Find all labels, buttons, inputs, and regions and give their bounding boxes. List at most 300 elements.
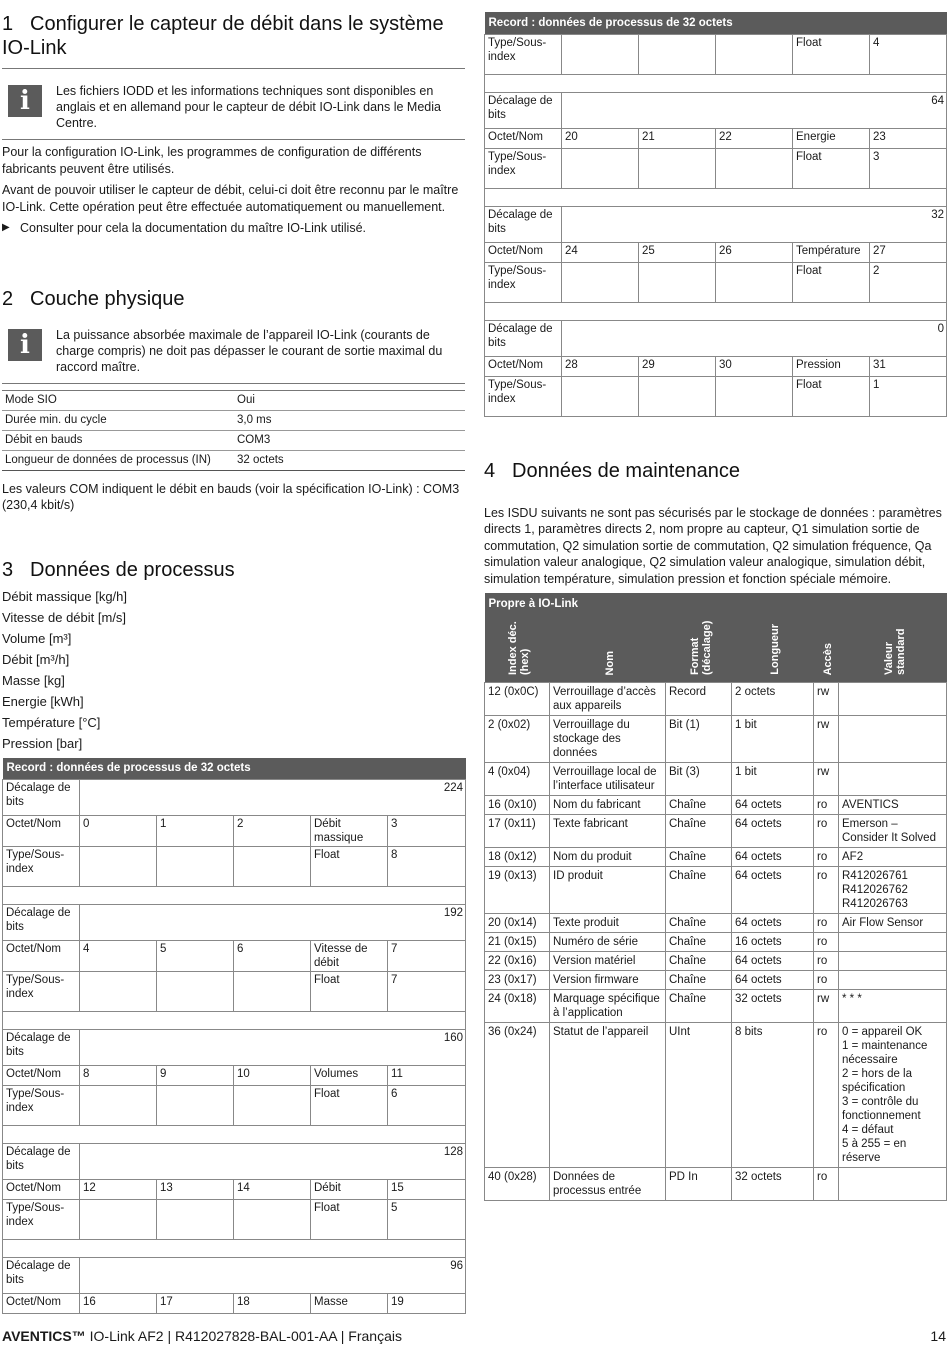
bit-offset: 0 xyxy=(562,320,947,356)
right-column xyxy=(484,12,946,1201)
spacer-cell xyxy=(3,1240,466,1258)
paragraph: Les ISDU suivants ne sont pas sécurisés par le stockage de données : paramètres directs 1, paramètres directs 2, nom propre au capteur, Q1 simulation sortie de commutation, Q2 simulation sortie de commutation, Q2 simulation fréquence, Qa simulation valeur analogique, Q2 simulation valeur analogique, simulation débit, simulation température, simulation pression et fonction spéciale mémoire. xyxy=(484,505,942,586)
sub-index: 3 xyxy=(870,148,947,188)
name-cell: Version firmware xyxy=(550,971,666,990)
spacer-cell xyxy=(485,188,947,206)
empty-cell xyxy=(157,1200,234,1240)
default-value-cell xyxy=(839,683,947,716)
access-cell: ro xyxy=(814,796,839,815)
length-cell: 64 octets xyxy=(732,848,814,867)
table-caption: Record : données de processus de 32 octets xyxy=(485,12,947,34)
table-row xyxy=(485,1023,947,1168)
bit-offset: 64 xyxy=(562,92,947,128)
spacer-cell xyxy=(3,1012,466,1030)
empty-cell xyxy=(716,148,793,188)
bit-offset: 224 xyxy=(80,780,466,816)
row-label: Décalage de bits xyxy=(3,1144,80,1180)
paragraph: Les valeurs COM indiquent le débit en bauds (voir la spécification IO-Link) : COM3 (230,4 kbit/s) xyxy=(2,481,460,512)
index-cell: 17 (0x11) xyxy=(485,815,550,848)
process-record-table xyxy=(2,758,466,1315)
octet: 0 xyxy=(80,816,157,847)
spacer-row xyxy=(3,887,466,905)
format-cell: UInt xyxy=(666,1023,732,1168)
list-item: Vitesse de débit [m/s] xyxy=(2,609,127,625)
brand-name: AVENTICS™ xyxy=(2,1328,86,1344)
table-row xyxy=(485,683,947,716)
empty-cell xyxy=(562,376,639,416)
row-label: Octet/Nom xyxy=(3,941,80,972)
row-label: Octet/Nom xyxy=(3,1066,80,1086)
table-row xyxy=(485,763,947,796)
row-label: Décalage de bits xyxy=(485,206,562,242)
section-2-heading xyxy=(2,287,465,311)
table-row xyxy=(485,990,947,1023)
row-value: 3,0 ms xyxy=(234,410,465,430)
row-label: Décalage de bits xyxy=(3,1030,80,1066)
row-label: Décalage de bits xyxy=(485,320,562,356)
access-cell: rw xyxy=(814,683,839,716)
left-column xyxy=(2,12,465,1314)
row-label: Décalage de bits xyxy=(3,1258,80,1294)
section-title: Configurer le capteur de débit dans le système IO-Link xyxy=(2,13,444,59)
index-cell: 22 (0x16) xyxy=(485,952,550,971)
octet: 16 xyxy=(80,1294,157,1314)
empty-cell xyxy=(562,34,639,74)
info-text: La puissance absorbée maximale de l’appareil IO-Link (courants de charge compris) ne doit pas dépasser le courant de sortie maximal du raccord maître. xyxy=(56,327,443,374)
octet: 17 xyxy=(157,1294,234,1314)
format-cell: Bit (1) xyxy=(666,716,732,763)
length-cell: 64 octets xyxy=(732,867,814,914)
sub-index: 7 xyxy=(388,972,466,1012)
section-title: Couche physique xyxy=(30,287,185,310)
spacer-row xyxy=(3,1126,466,1144)
access-cell: rw xyxy=(814,763,839,796)
info-icon: i xyxy=(8,85,42,117)
length-cell: 64 octets xyxy=(732,914,814,933)
info-box xyxy=(2,319,465,384)
value-name: Masse xyxy=(311,1294,388,1314)
octet: 15 xyxy=(388,1180,466,1200)
row-label: Octet/Nom xyxy=(485,242,562,262)
octet: 3 xyxy=(388,816,466,847)
column-header-label: Nom xyxy=(603,650,616,675)
row-label: Décalage de bits xyxy=(3,780,80,816)
empty-cell xyxy=(157,847,234,887)
table-row xyxy=(2,410,465,430)
row-label: Longueur de données de processus (IN) xyxy=(2,450,234,470)
info-box xyxy=(2,75,465,140)
format-cell: Chaîne xyxy=(666,933,732,952)
octet: 13 xyxy=(157,1180,234,1200)
type-row xyxy=(3,1086,466,1126)
row-label: Type/Sous-index xyxy=(485,262,562,302)
section-1-heading xyxy=(2,12,465,69)
column-header-label: Accès xyxy=(822,642,834,675)
name-cell: Nom du produit xyxy=(550,848,666,867)
name-cell: Numéro de série xyxy=(550,933,666,952)
bit-offset: 128 xyxy=(80,1144,466,1180)
bit-offset: 96 xyxy=(80,1258,466,1294)
table-row xyxy=(2,450,465,470)
index-cell: 12 (0x0C) xyxy=(485,683,550,716)
default-value-cell xyxy=(839,933,947,952)
column-header xyxy=(550,615,666,683)
section-title: Données de maintenance xyxy=(512,459,740,482)
table-row xyxy=(485,952,947,971)
table-row xyxy=(2,390,465,410)
length-cell: 2 octets xyxy=(732,683,814,716)
format-cell: Chaîne xyxy=(666,796,732,815)
column-header-label: Longueur xyxy=(768,624,781,675)
empty-cell xyxy=(157,1086,234,1126)
triangle-bullet-icon: ▶ xyxy=(2,222,10,233)
default-value-cell xyxy=(839,763,947,796)
row-label: Type/Sous-index xyxy=(485,376,562,416)
empty-cell xyxy=(80,972,157,1012)
octet: 18 xyxy=(234,1294,311,1314)
column-header xyxy=(839,615,947,683)
empty-cell xyxy=(562,262,639,302)
octet: 2 xyxy=(234,816,311,847)
table-row xyxy=(485,971,947,990)
type-row xyxy=(3,1200,466,1240)
spacer-cell xyxy=(3,1126,466,1144)
format-cell: Chaîne xyxy=(666,867,732,914)
column-header-label: Format (décalage) xyxy=(688,620,713,675)
bit-offset-row xyxy=(3,1030,466,1066)
empty-cell xyxy=(234,1200,311,1240)
octet: 9 xyxy=(157,1066,234,1086)
section-title: Données de processus xyxy=(30,558,235,581)
section-number: 4 xyxy=(484,459,496,482)
name-cell: Texte fabricant xyxy=(550,815,666,848)
octet: 21 xyxy=(639,128,716,148)
index-cell: 19 (0x13) xyxy=(485,867,550,914)
default-value-cell xyxy=(839,1168,947,1201)
paragraph: Pour la configuration IO-Link, les programmes de configuration de différents fabricants peuvent être utilisés. xyxy=(2,145,422,176)
type-row xyxy=(485,376,947,416)
octet: 22 xyxy=(716,128,793,148)
empty-cell xyxy=(639,34,716,74)
spacer-cell xyxy=(485,74,947,92)
section-number: 1 xyxy=(2,13,14,35)
table-row xyxy=(485,815,947,848)
length-cell: 64 octets xyxy=(732,815,814,848)
document-reference: IO-Link AF2 | R412027828-BAL-001-AA | Français xyxy=(85,1328,402,1344)
empty-cell xyxy=(80,1086,157,1126)
table-row xyxy=(485,933,947,952)
data-type: Float xyxy=(793,148,870,188)
octet: 4 xyxy=(80,941,157,972)
length-cell: 8 bits xyxy=(732,1023,814,1168)
info-icon: i xyxy=(8,329,42,361)
instruction-text: Consulter pour cela la documentation du maître IO-Link utilisé. xyxy=(20,221,367,235)
bit-offset-row xyxy=(485,320,947,356)
octet: 30 xyxy=(716,356,793,376)
sub-index: 6 xyxy=(388,1086,466,1126)
table-row xyxy=(485,867,947,914)
sub-index: 2 xyxy=(870,262,947,302)
section-number: 2 xyxy=(2,287,14,310)
value-name: Vitesse de débit xyxy=(311,941,388,972)
info-text: Les fichiers IODD et les informations techniques sont disponibles en anglais et en allemand pour le capteur de débit IO-Link dans le Media Centre. xyxy=(56,84,441,130)
type-row xyxy=(3,847,466,887)
value-name: Volumes xyxy=(311,1066,388,1086)
default-value-cell: Emerson – Consider It Solved xyxy=(839,815,947,848)
row-value: COM3 xyxy=(234,430,465,450)
length-cell: 64 octets xyxy=(732,971,814,990)
sub-index: 5 xyxy=(388,1200,466,1240)
data-type: Float xyxy=(793,34,870,74)
data-type: Float xyxy=(311,847,388,887)
empty-cell xyxy=(234,1086,311,1126)
length-cell: 32 octets xyxy=(732,990,814,1023)
list-item: Masse [kg] xyxy=(2,672,65,688)
access-cell: ro xyxy=(814,867,839,914)
default-value-cell xyxy=(839,952,947,971)
list-item: Pression [bar] xyxy=(2,735,83,751)
table-row xyxy=(485,796,947,815)
maintenance-data-table xyxy=(484,593,947,1201)
value-name: Pression xyxy=(793,356,870,376)
column-header xyxy=(814,615,839,683)
access-cell: ro xyxy=(814,815,839,848)
spacer-row xyxy=(485,74,947,92)
format-cell: Chaîne xyxy=(666,971,732,990)
default-value-cell: AVENTICS xyxy=(839,796,947,815)
row-value: Oui xyxy=(234,390,465,410)
column-header xyxy=(732,615,814,683)
octet: 8 xyxy=(80,1066,157,1086)
column-header-label: Valeur standard xyxy=(882,628,907,675)
type-row xyxy=(485,148,947,188)
access-cell: rw xyxy=(814,716,839,763)
length-cell: 1 bit xyxy=(732,763,814,796)
octet: 1 xyxy=(157,816,234,847)
data-type: Float xyxy=(793,262,870,302)
value-name: Débit xyxy=(311,1180,388,1200)
octet: 25 xyxy=(639,242,716,262)
name-cell: Version matériel xyxy=(550,952,666,971)
instruction-item xyxy=(2,220,465,237)
paragraph: Avant de pouvoir utiliser le capteur de débit, celui-ci doit être reconnu par le maître IO-Link. Cette opération peut être effectuée automatiquement ou manuellement. xyxy=(2,183,459,214)
bit-offset-row xyxy=(485,206,947,242)
process-record-table-continued xyxy=(484,12,947,417)
empty-cell xyxy=(716,34,793,74)
access-cell: ro xyxy=(814,952,839,971)
octet: 23 xyxy=(870,128,947,148)
default-value-cell: R412026761 R412026762 R412026763 xyxy=(839,867,947,914)
default-value-cell: Air Flow Sensor xyxy=(839,914,947,933)
octet: 11 xyxy=(388,1066,466,1086)
index-cell: 20 (0x14) xyxy=(485,914,550,933)
empty-cell xyxy=(716,262,793,302)
table-caption: Record : données de processus de 32 octets xyxy=(3,758,466,780)
access-cell: ro xyxy=(814,914,839,933)
empty-cell xyxy=(234,972,311,1012)
table-row xyxy=(2,430,465,450)
name-cell: Verrouillage local de l’interface utilisateur xyxy=(550,763,666,796)
format-cell: PD In xyxy=(666,1168,732,1201)
table-row xyxy=(485,716,947,763)
octet-row xyxy=(3,1180,466,1200)
list-item: Débit [m³/h] xyxy=(2,651,70,667)
empty-cell xyxy=(80,1200,157,1240)
octet: 5 xyxy=(157,941,234,972)
row-label: Type/Sous-index xyxy=(485,34,562,74)
bit-offset: 32 xyxy=(562,206,947,242)
bit-offset-row xyxy=(3,780,466,816)
spacer-row xyxy=(485,188,947,206)
spacer-cell xyxy=(3,887,466,905)
access-cell: ro xyxy=(814,1168,839,1201)
table-row xyxy=(485,1168,947,1201)
row-label: Octet/Nom xyxy=(3,1180,80,1200)
bit-offset-row xyxy=(485,92,947,128)
list-item: Débit massique [kg/h] xyxy=(2,588,128,604)
index-cell: 4 (0x04) xyxy=(485,763,550,796)
section-4-heading xyxy=(484,459,946,483)
data-type: Float xyxy=(311,1200,388,1240)
sub-index: 1 xyxy=(870,376,947,416)
list-item: Volume [m³] xyxy=(2,630,72,646)
octet: 20 xyxy=(562,128,639,148)
access-cell: ro xyxy=(814,848,839,867)
length-cell: 16 octets xyxy=(732,933,814,952)
octet: 10 xyxy=(234,1066,311,1086)
spacer-cell xyxy=(485,302,947,320)
octet-row xyxy=(3,941,466,972)
index-cell: 16 (0x10) xyxy=(485,796,550,815)
octet: 31 xyxy=(870,356,947,376)
row-label: Type/Sous-index xyxy=(3,1200,80,1240)
access-cell: rw xyxy=(814,990,839,1023)
access-cell: ro xyxy=(814,1023,839,1168)
sub-index: 4 xyxy=(870,34,947,74)
octet-row xyxy=(485,128,947,148)
section-number: 3 xyxy=(2,558,14,581)
default-value-cell xyxy=(839,971,947,990)
row-label: Décalage de bits xyxy=(3,905,80,941)
empty-cell xyxy=(716,376,793,416)
index-cell: 36 (0x24) xyxy=(485,1023,550,1168)
octet: 19 xyxy=(388,1294,466,1314)
index-cell: 18 (0x12) xyxy=(485,848,550,867)
format-cell: Chaîne xyxy=(666,848,732,867)
row-label: Débit en bauds xyxy=(2,430,234,450)
spacer-row xyxy=(485,302,947,320)
default-value-cell: AF2 xyxy=(839,848,947,867)
name-cell: Marquage spécifique à l’application xyxy=(550,990,666,1023)
empty-cell xyxy=(562,148,639,188)
name-cell: Verrouillage d’accès aux appareils xyxy=(550,683,666,716)
type-row xyxy=(3,972,466,1012)
format-cell: Chaîne xyxy=(666,914,732,933)
bit-offset-row xyxy=(3,905,466,941)
format-cell: Chaîne xyxy=(666,815,732,848)
length-cell: 64 octets xyxy=(732,952,814,971)
index-cell: 40 (0x28) xyxy=(485,1168,550,1201)
octet: 6 xyxy=(234,941,311,972)
format-cell: Record xyxy=(666,683,732,716)
format-cell: Chaîne xyxy=(666,990,732,1023)
bit-offset: 192 xyxy=(80,905,466,941)
octet: 28 xyxy=(562,356,639,376)
octet-row xyxy=(3,1294,466,1314)
default-value-cell xyxy=(839,716,947,763)
octet: 29 xyxy=(639,356,716,376)
index-cell: 21 (0x15) xyxy=(485,933,550,952)
name-cell: Texte produit xyxy=(550,914,666,933)
format-cell: Chaîne xyxy=(666,952,732,971)
type-row xyxy=(485,262,947,302)
data-type: Float xyxy=(311,1086,388,1126)
access-cell: ro xyxy=(814,971,839,990)
octet-row xyxy=(3,1066,466,1086)
name-cell: Données de processus entrée xyxy=(550,1168,666,1201)
access-cell: ro xyxy=(814,933,839,952)
name-cell: Nom du fabricant xyxy=(550,796,666,815)
section-3-heading xyxy=(2,558,465,582)
value-name: Débit massique xyxy=(311,816,388,847)
bit-offset-row xyxy=(3,1144,466,1180)
table-row xyxy=(485,848,947,867)
octet-row xyxy=(485,356,947,376)
list-item: Température [°C] xyxy=(2,714,101,730)
length-cell: 1 bit xyxy=(732,716,814,763)
name-cell: ID produit xyxy=(550,867,666,914)
column-header xyxy=(666,615,732,683)
spacer-row xyxy=(3,1012,466,1030)
octet: 24 xyxy=(562,242,639,262)
empty-cell xyxy=(234,847,311,887)
table-caption: Propre à IO-Link xyxy=(485,593,947,615)
empty-cell xyxy=(639,262,716,302)
row-label: Durée min. du cycle xyxy=(2,410,234,430)
length-cell: 64 octets xyxy=(732,796,814,815)
data-type: Float xyxy=(311,972,388,1012)
sub-index: 8 xyxy=(388,847,466,887)
empty-cell xyxy=(157,972,234,1012)
octet-row xyxy=(3,816,466,847)
name-cell: Statut de l’appareil xyxy=(550,1023,666,1168)
index-cell: 23 (0x17) xyxy=(485,971,550,990)
name-cell: Verrouillage du stockage des données xyxy=(550,716,666,763)
spacer-row xyxy=(3,1240,466,1258)
row-label: Octet/Nom xyxy=(3,816,80,847)
index-cell: 2 (0x02) xyxy=(485,716,550,763)
empty-cell xyxy=(639,148,716,188)
row-label: Mode SIO xyxy=(2,390,234,410)
column-header xyxy=(485,615,550,683)
data-type: Float xyxy=(793,376,870,416)
process-data-list xyxy=(2,586,465,754)
row-label: Octet/Nom xyxy=(485,128,562,148)
octet-row xyxy=(485,242,947,262)
type-row xyxy=(485,34,947,74)
octet: 7 xyxy=(388,941,466,972)
row-label: Type/Sous-index xyxy=(3,847,80,887)
octet: 27 xyxy=(870,242,947,262)
row-label: Octet/Nom xyxy=(485,356,562,376)
row-label: Type/Sous-index xyxy=(485,148,562,188)
empty-cell xyxy=(80,847,157,887)
table-row xyxy=(485,914,947,933)
default-value-cell: 0 = appareil OK 1 = maintenance nécessaire 2 = hors de la spécification 3 = contrôle du fonctionnement 4 = défaut 5 à 255 = en réserve xyxy=(839,1023,947,1168)
row-label: Octet/Nom xyxy=(3,1294,80,1314)
row-label: Type/Sous-index xyxy=(3,1086,80,1126)
row-value: 32 octets xyxy=(234,450,465,470)
